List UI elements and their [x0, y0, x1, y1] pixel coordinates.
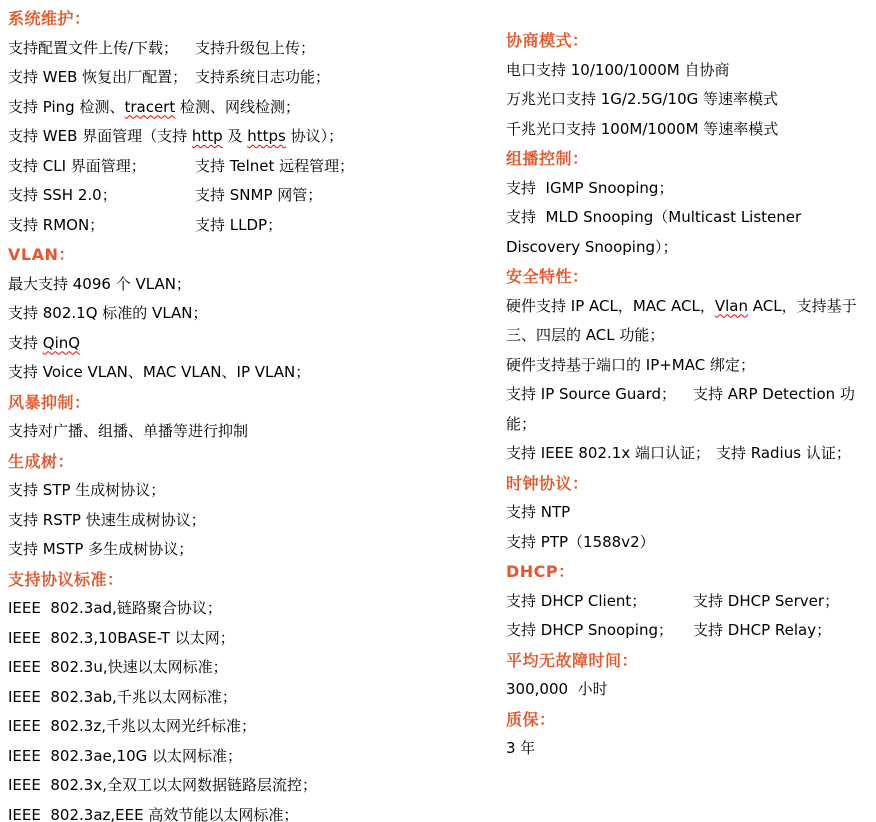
spec-line: [8, 653, 506, 683]
section-heading: 质保：: [506, 709, 556, 729]
text-segment: 支持 WEB 界面管理（支持: [8, 127, 192, 145]
spec-column-right: [506, 4, 872, 822]
spec-line: [506, 203, 872, 262]
spec-pair-second: [693, 621, 831, 639]
spec-text: [8, 717, 256, 735]
text-segment: 支持 SSH 2.0；: [8, 186, 117, 204]
spec-line: [8, 476, 506, 506]
text-segment: 支持 STP 生成树协议；: [8, 481, 166, 499]
spec-line: [8, 152, 506, 182]
spec-line: [8, 624, 506, 654]
spec-line: [506, 587, 872, 617]
text-segment: 检测、网线检测；: [175, 97, 300, 116]
text-segment: 支持 RMON；: [8, 215, 105, 234]
text-segment: 支持 MSTP 多生成树协议；: [8, 540, 194, 558]
spec-column-left: [8, 4, 506, 822]
text-segment: IEEE 802.3,10BASE-T 以太网；: [8, 628, 235, 647]
spec-pair-first: [8, 152, 189, 182]
spec-line: [506, 56, 872, 86]
section-heading: 风暴抑制：: [8, 392, 91, 412]
text-segment: IEEE 802.3ad,链路聚合协议；: [8, 599, 222, 617]
spec-text: [506, 533, 655, 551]
spec-text: [506, 297, 857, 345]
spec-text: [8, 304, 208, 322]
text-segment: IEEE 802.3u,快速以太网标准；: [8, 658, 228, 676]
spec-pair-first: [506, 439, 710, 469]
spec-text: [8, 629, 235, 647]
text-segment: 支持 MLD Snooping（Multicast Listener Discovery Snooping）；: [506, 208, 806, 256]
spec-line: [506, 174, 872, 204]
spec-line: [506, 85, 872, 115]
spec-text: [8, 806, 298, 822]
section-heading: 组播控制：: [506, 149, 589, 168]
text-segment: 支持 CLI 界面管理；: [8, 156, 146, 175]
spec-text: [8, 275, 191, 293]
section-heading: VLAN：: [8, 245, 75, 264]
text-segment: 支持 DHCP Server；: [693, 591, 840, 610]
spec-line: [8, 417, 506, 447]
spec-line: [8, 329, 506, 359]
text-segment: IEEE 802.3z,千兆以太网光纤标准；: [8, 717, 256, 735]
spec-line: [8, 93, 506, 123]
text-segment: 电口支持 10/100/1000M 自协商: [506, 60, 730, 79]
spec-text: [506, 61, 729, 79]
spec-text: [8, 688, 237, 706]
spec-pair-second: [195, 216, 282, 234]
text-segment: 万兆光口支持 1G/2.5G/10G 等速率模式: [506, 90, 779, 108]
spec-text: [8, 98, 300, 116]
spec-line: [8, 358, 506, 388]
text-segment: 支持 IGMP Snooping；: [506, 178, 674, 197]
text-segment: 支持 Telnet 远程管理；: [195, 156, 355, 175]
spec-pair-first: [506, 380, 687, 410]
text-segment: 支持 Voice VLAN、MAC VLAN、IP VLAN；: [8, 363, 311, 381]
spec-line: [506, 616, 872, 646]
text-segment: 硬件支持基于端口的 IP+MAC 绑定；: [506, 355, 755, 374]
spec-text: [8, 747, 242, 765]
spec-line: [506, 292, 872, 351]
text-segment: 支持 IP Source Guard；: [506, 385, 677, 403]
spellcheck-flagged-word: Vlan: [714, 296, 748, 315]
spec-line: [506, 439, 872, 469]
text-segment: IEEE 802.3ab,千兆以太网标准；: [8, 687, 237, 706]
spec-line: [8, 594, 506, 624]
text-segment: IEEE 802.3x,全双工以太网数据链路层流控；: [8, 776, 317, 794]
text-segment: 及: [222, 127, 248, 145]
section-heading: 安全特性：: [506, 267, 589, 286]
spec-text: [506, 356, 755, 374]
text-segment: 支持 DHCP Snooping；: [506, 621, 673, 639]
spec-text: [8, 658, 228, 676]
spec-pair-first: [8, 181, 189, 211]
spellcheck-flagged-word: https: [247, 127, 286, 145]
text-segment: ACL，支持基于三、四层的 ACL 功能；: [506, 296, 857, 344]
text-segment: 千兆光口支持 100M/1000M 等速率模式: [506, 119, 779, 138]
spec-line: [8, 771, 506, 801]
spellcheck-flagged-word: tracert: [124, 97, 176, 116]
text-segment: 支持 WEB 恢复出厂配置；: [8, 68, 188, 86]
text-segment: 支持 DHCP Relay；: [693, 621, 832, 639]
text-segment: 300,000 小时: [506, 680, 608, 698]
spec-text: [8, 599, 222, 617]
spec-text: [506, 90, 778, 108]
section-heading: DHCP：: [506, 562, 575, 581]
spec-text: [506, 503, 570, 521]
section-heading: 平均无故障时间：: [506, 650, 639, 670]
spec-line: [506, 380, 872, 439]
spec-pair-second: [195, 186, 322, 204]
spec-line: [8, 299, 506, 329]
spec-line: [8, 712, 506, 742]
spec-text: [506, 179, 673, 197]
spec-pair-second: [195, 157, 354, 175]
spec-line: [506, 528, 872, 558]
spec-text: [8, 481, 165, 499]
spec-pair-first: [506, 616, 687, 646]
text-segment: IEEE 802.3az,EEE 高效节能以太网标准；: [8, 805, 299, 822]
spec-line: [8, 742, 506, 772]
spec-line: [506, 498, 872, 528]
spec-text: [8, 776, 317, 794]
text-segment: 支持 IEEE 802.1x 端口认证；: [506, 444, 710, 462]
section-heading: 系统维护：: [8, 9, 91, 28]
spec-text: [8, 363, 310, 381]
spec-pair-second: [716, 444, 851, 462]
text-segment: 支持: [8, 333, 43, 352]
text-segment: IEEE 802.3ae,10G 以太网标准；: [8, 746, 243, 765]
spec-line: [506, 351, 872, 381]
spec-text: [8, 511, 206, 529]
spec-text: [506, 120, 778, 138]
spec-text: [8, 422, 248, 440]
spec-text: [8, 127, 343, 145]
spec-line: [8, 63, 506, 93]
spec-line: [506, 115, 872, 145]
spec-line: [8, 211, 506, 241]
text-segment: 支持 PTP（1588v2）: [506, 532, 655, 551]
section-heading: 支持协议标准：: [8, 569, 124, 589]
spec-line: [506, 734, 872, 764]
spec-text: [506, 680, 608, 698]
spec-text: [506, 208, 806, 256]
text-segment: 支持系统日志功能；: [195, 68, 331, 86]
text-segment: 协议）；: [285, 127, 344, 145]
spec-line: [8, 535, 506, 565]
spec-line: [8, 34, 506, 64]
spec-pair-first: [8, 211, 189, 241]
spec-line: [8, 181, 506, 211]
spellcheck-flagged-word: QinQ: [42, 333, 81, 352]
text-segment: 支持升级包上传；: [195, 38, 316, 57]
text-segment: 支持 ARP Detection 功能；: [506, 385, 855, 433]
text-segment: 支持 RSTP 快速生成树协议；: [8, 510, 206, 529]
text-segment: 支持 802.1Q 标准的 VLAN；: [8, 304, 208, 322]
spec-pair-second: [693, 592, 839, 610]
text-segment: 硬件支持 IP ACL，MAC ACL，: [506, 296, 715, 315]
text-segment: 支持 NTP: [506, 503, 571, 521]
spellcheck-flagged-word: http: [191, 127, 223, 145]
spec-line: [8, 683, 506, 713]
text-segment: 支持配置文件上传/下载；: [8, 38, 179, 57]
text-segment: 3 年: [506, 739, 536, 757]
spec-pair-first: [506, 587, 687, 617]
spec-pair-first: [8, 63, 189, 93]
spec-pair-first: [8, 34, 189, 64]
spec-line: [506, 675, 872, 705]
spec-line: [8, 122, 506, 152]
section-heading: 时钟协议：: [506, 473, 589, 493]
text-segment: 支持 Radius 认证；: [715, 444, 851, 462]
text-segment: 支持 SNMP 网管；: [195, 186, 323, 204]
text-segment: 支持 Ping 检测、: [8, 97, 125, 116]
spec-text: [506, 739, 535, 757]
spec-text: [8, 540, 193, 558]
spec-line: [8, 801, 506, 822]
text-segment: 支持 LLDP；: [195, 215, 283, 234]
text-segment: 最大支持 4096 个 VLAN；: [8, 274, 191, 293]
spec-text: [8, 334, 80, 352]
text-segment: 支持对广播、组播、单播等进行抑制: [8, 422, 249, 440]
section-heading: 协商模式：: [506, 31, 589, 50]
section-heading: 生成树：: [8, 451, 75, 471]
spec-pair-second: [195, 68, 330, 86]
text-segment: 支持 DHCP Client；: [506, 591, 647, 610]
spec-line: [8, 506, 506, 536]
spec-pair-second: [195, 39, 315, 57]
spec-line: [8, 270, 506, 300]
